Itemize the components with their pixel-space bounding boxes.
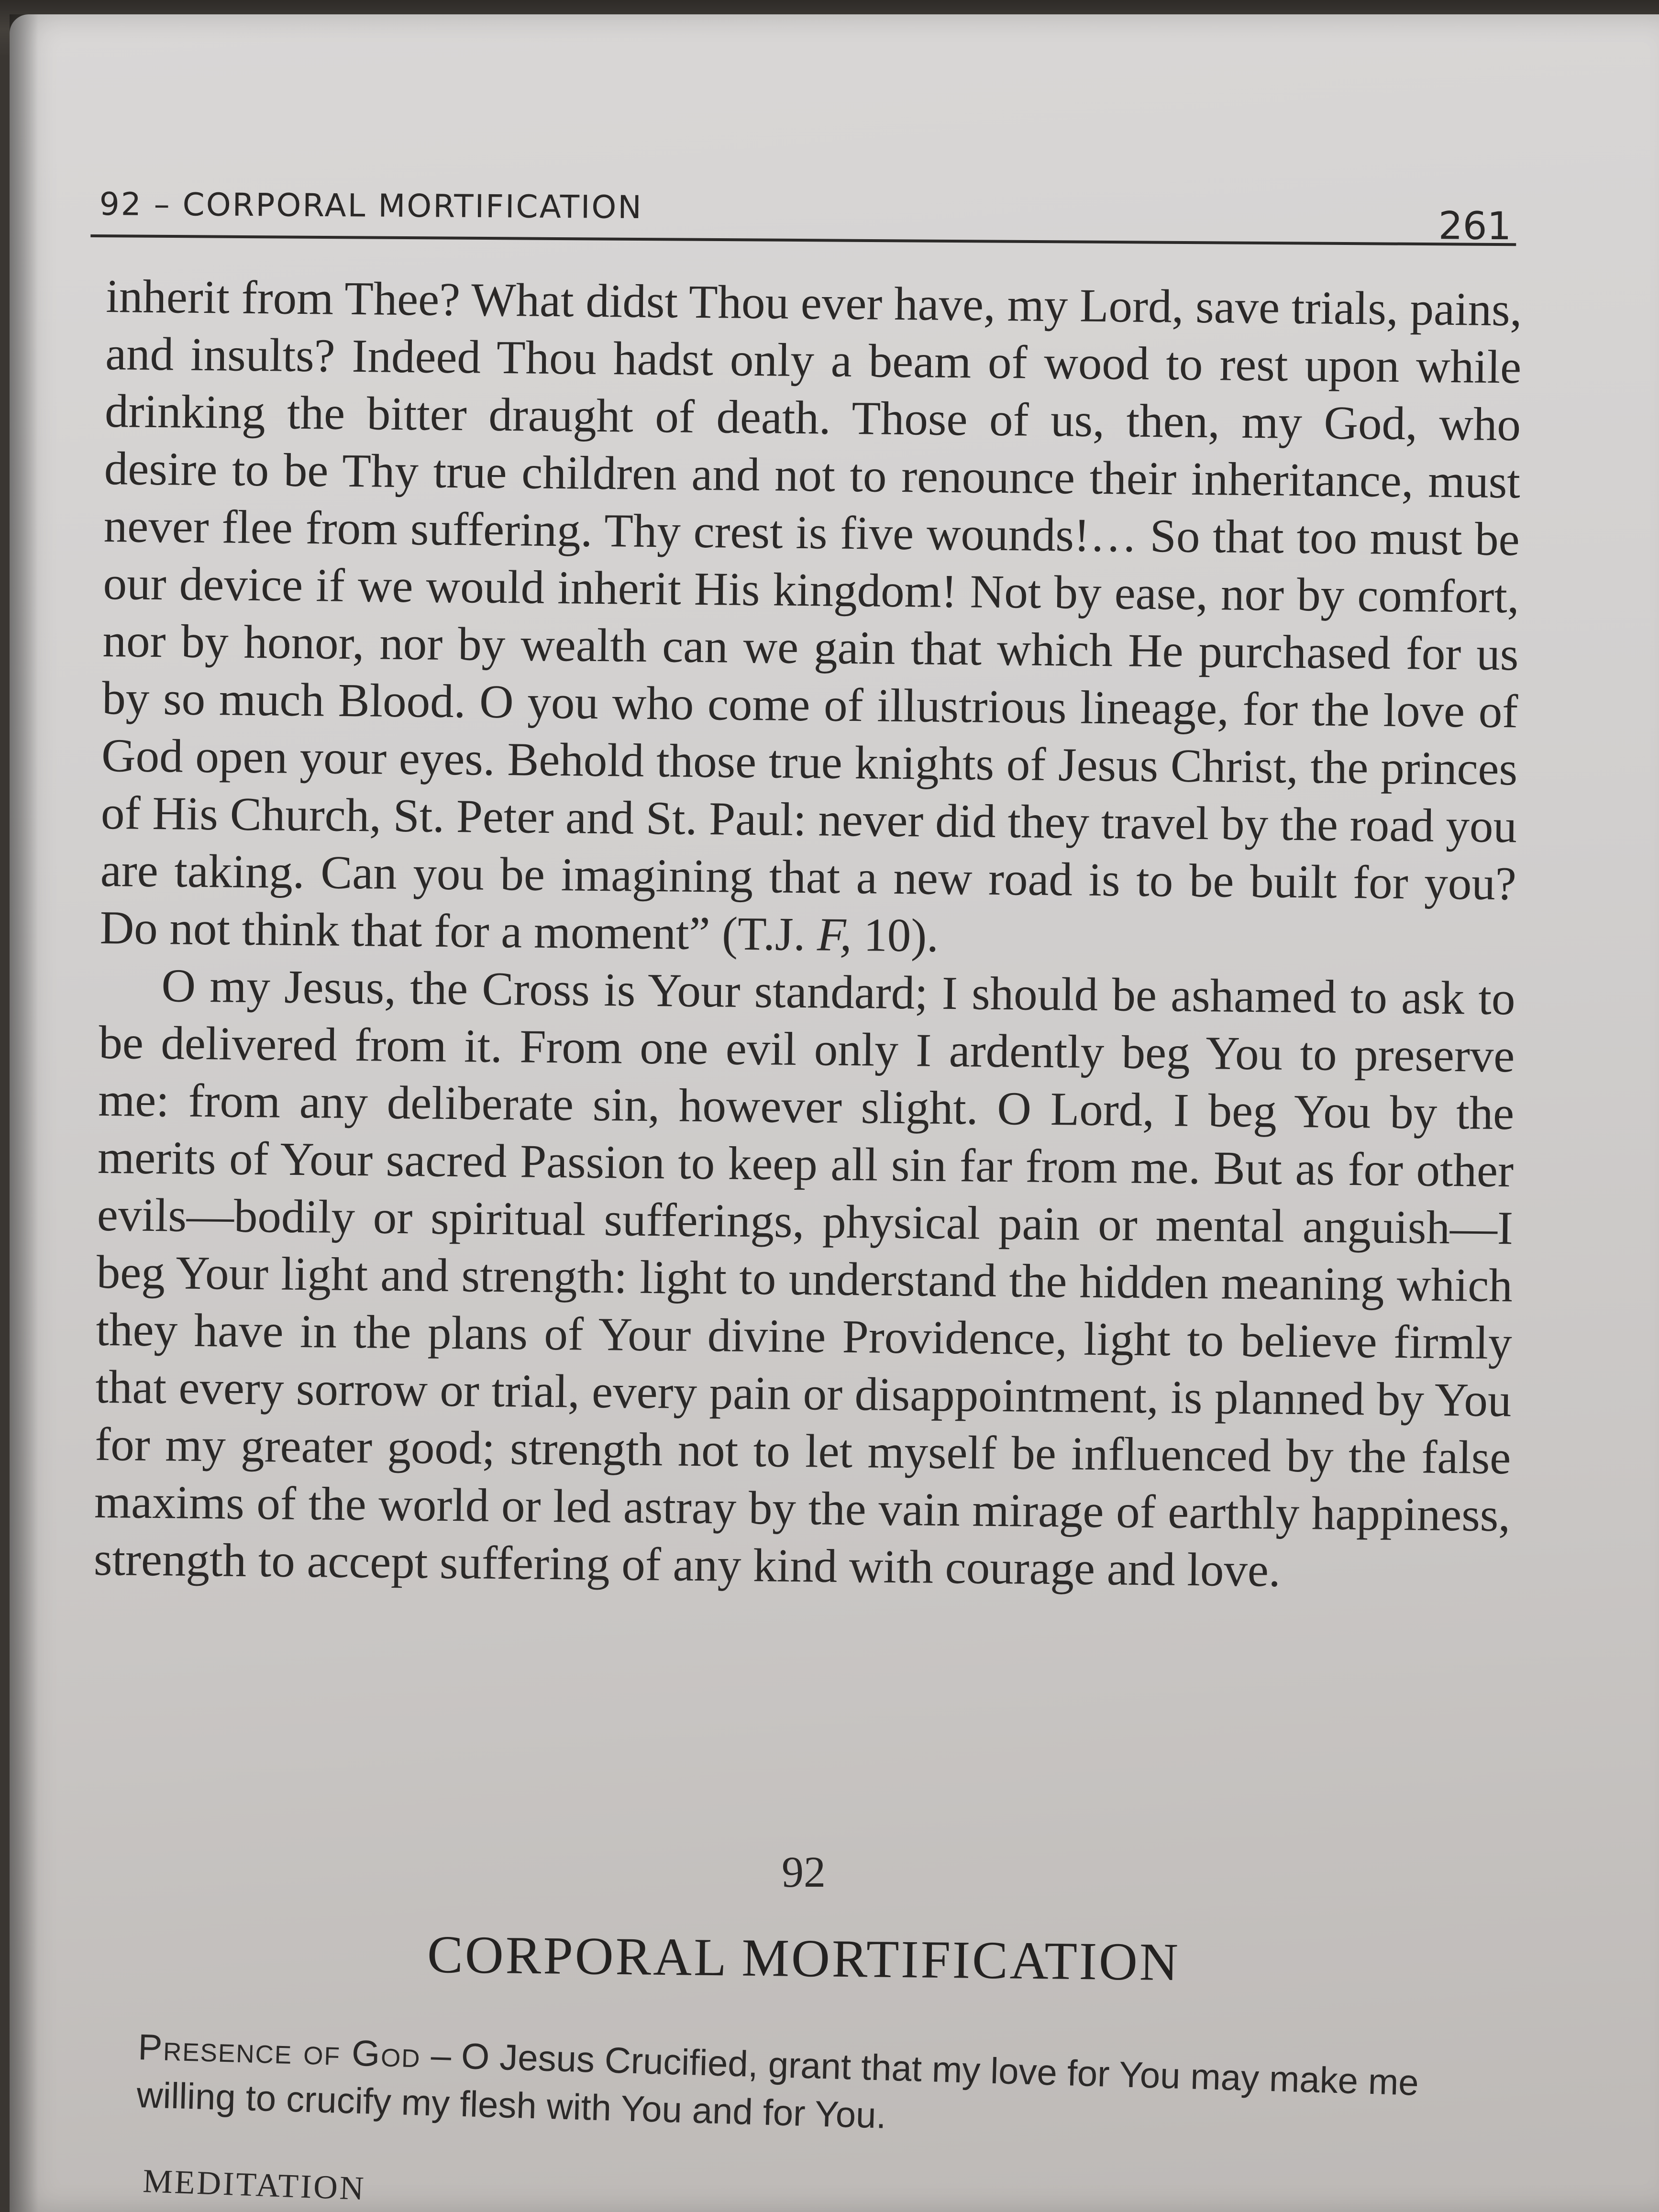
presence-text: O Jesus Crucified, grant that my love for You may make me willing to crucify my flesh with You and for You. xyxy=(136,2035,1419,2136)
chapter-title: CORPORAL MORTIFICATION xyxy=(427,1924,1181,1992)
body-text xyxy=(94,268,1522,1602)
paragraph: O my Jesus, the Cross is Your standard; I should be ashamed to ask to be delivered from it. From one evil only I ardently beg You to preserve me: from any deliberate sin, however slight. O Lord, I beg You by the merits of Your sacred Passion to keep all sin far from me. But as for other evils—bodily or spiritual sufferings, physical pain or mental anguish—I beg Your light and strength: light to understand the hidden meaning which they have in the plans of Your divine Providence, light to believe firmly that every sorrow or trial, every pain or disappointment, is planned by You for my greater good; strength not to let myself be influenced by the false maxims of the world or led astray by the vain mirage of earthly happiness, strength to accept suffering of any kind with courage and love. xyxy=(93,960,1515,1597)
running-head-title: 92 – CORPORAL MORTIFICATION xyxy=(99,186,643,226)
chapter-number: 92 xyxy=(782,1847,826,1896)
presence-label: Presence of God xyxy=(137,2026,421,2076)
paragraph xyxy=(100,268,1522,970)
page-gutter-shadow xyxy=(10,14,38,2212)
page-number: 261 xyxy=(1438,203,1512,249)
citation-italic: F, xyxy=(817,908,852,962)
presence-dash: – xyxy=(420,2035,462,2077)
paragraph-text: inherit from Thee? What didst Thou ever have, my Lord, save trials, pains, and insults? Indeed Thou hadst only a beam of wood to rest upon while drinking the bitter draught of death. Those of us, then, my God, who desire to be Thy true children and not to renounce their inheritance, must never flee from suffering. Thy crest is five wounds!… So that too must be our device if we would inherit His kingdom! Not by ease, nor by comfort, nor by honor, nor by wealth can we gain that which He purchased for us by so much Blood. O you who come of illustrious lineage, for the love of God open your eyes. Behold those true knights of Jesus Christ, the princes of His Church, St. Peter and St. Paul: never did they travel by the road you are taking. Can you be imagining that a new road is to be built for you? Do not think that for a moment” (T.J. xyxy=(100,270,1522,961)
citation-end: 10). xyxy=(851,909,939,962)
meditation-heading: MEDITATION xyxy=(142,2162,366,2208)
running-head xyxy=(90,182,1516,249)
